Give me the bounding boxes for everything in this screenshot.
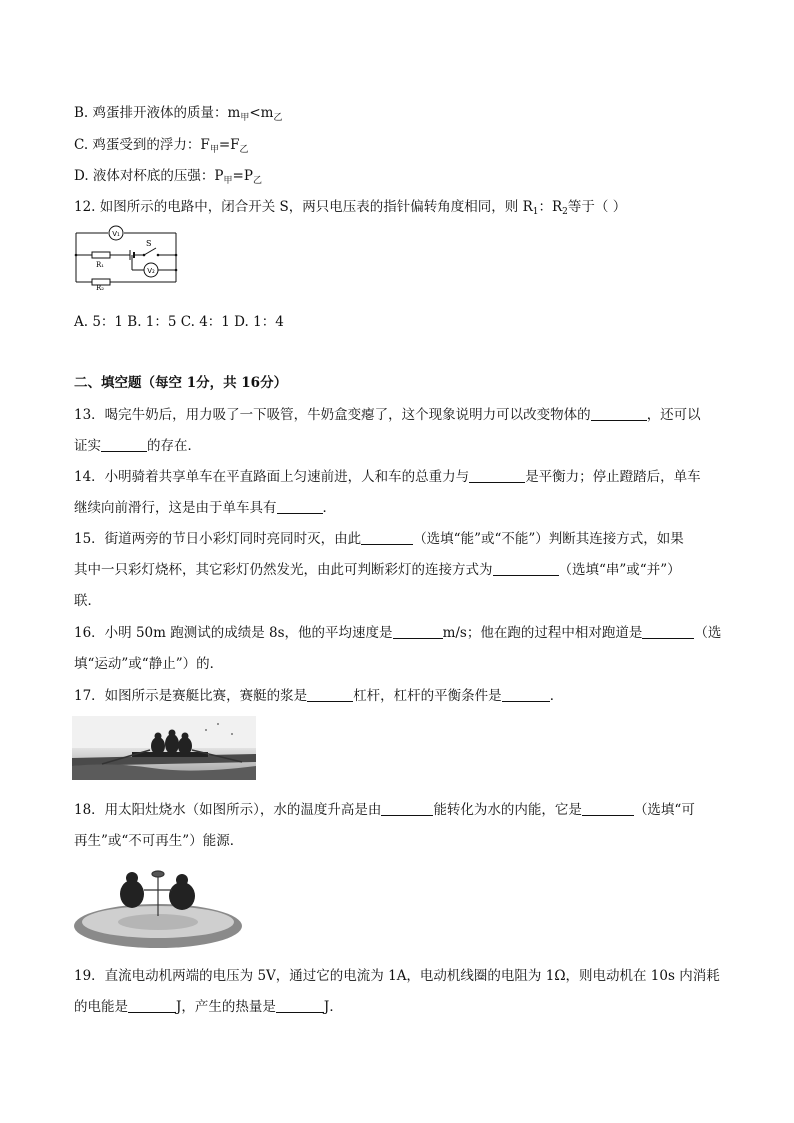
answer-blank[interactable] — [128, 1000, 176, 1013]
question-text: 证实 — [74, 438, 101, 454]
subscript: 乙 — [252, 176, 262, 186]
question-text: 18．用太阳灶烧水（如图所示），水的温度升高是由 — [74, 802, 382, 818]
question-text: 杠杆，杠杆的平衡条件是 — [353, 688, 502, 704]
answer-blank[interactable] — [381, 803, 433, 816]
rowing-boat-photo — [72, 716, 256, 780]
answer-blank[interactable] — [642, 626, 694, 639]
q14-line1 — [74, 468, 701, 486]
question-text: J，产生的热量是 — [176, 999, 276, 1015]
question-text: 的存在． — [147, 438, 201, 454]
subscript: 乙 — [273, 113, 283, 123]
question-text: 是平衡力；停止蹬踏后，单车 — [525, 469, 701, 485]
answer-blank[interactable] — [277, 501, 323, 514]
question-text: ． — [322, 500, 336, 516]
solar-cooker-photo — [74, 866, 242, 950]
question-text: J． — [323, 999, 343, 1015]
option-text: <m — [249, 105, 274, 121]
voltmeter-v2-label: V₂ — [147, 267, 155, 275]
q19-line1: 19．直流电动机两端的电压为 5V，通过它的电流为 1A，电动机线圈的电阻为 1Ω，则电动机在 10s 内消耗 — [74, 968, 720, 984]
question-text: 17．如图所示是赛艇比赛，赛艇的浆是 — [74, 688, 308, 704]
answer-blank[interactable] — [393, 626, 443, 639]
question-text: 16．小明 50m 跑测试的成绩是 8s，他的平均速度是 — [74, 625, 393, 641]
question-text: ，还可以 — [646, 407, 701, 423]
q16-line2: 填“运动”或“静止”）的． — [74, 656, 224, 672]
subscript: 甲 — [240, 113, 250, 123]
q19-line2 — [74, 998, 343, 1016]
resistor-r1-icon — [92, 252, 110, 258]
question-text: （选 — [694, 625, 722, 641]
option-text: D. 液体对杯底的压强：P — [74, 168, 224, 184]
option-text: C. 鸡蛋受到的浮力：F — [74, 137, 210, 153]
q11-option-c — [74, 136, 249, 159]
q18-line1 — [74, 801, 695, 819]
subscript: 1 — [532, 207, 539, 217]
question-text: 等于（ ） — [567, 199, 627, 215]
subscript: 乙 — [239, 145, 249, 155]
answer-blank[interactable] — [502, 689, 550, 702]
question-text: 13．喝完牛奶后，用力吸了一下吸管，牛奶盒变瘪了，这个现象说明力可以改变物体的 — [74, 407, 591, 423]
switch-label: S — [146, 239, 152, 248]
question-text: 其中一只彩灯烧杯，其它彩灯仍然发光，由此可判断彩灯的连接方式为 — [74, 562, 493, 578]
q14-line2 — [74, 499, 336, 517]
q13-line2 — [74, 437, 201, 455]
q11-option-d — [74, 167, 262, 190]
question-text: 15．街道两旁的节日小彩灯同时亮同时灭，由此 — [74, 531, 362, 547]
subscript: 2 — [562, 207, 568, 217]
question-text: ． — [549, 688, 564, 704]
question-text: （选填“可 — [633, 802, 695, 818]
answer-blank[interactable] — [493, 563, 559, 576]
answer-blank[interactable] — [469, 470, 525, 483]
q15-line2 — [74, 561, 681, 579]
question-text: 14．小明骑着共享单车在平直路面上匀速前进，人和车的总重力与 — [74, 469, 470, 485]
q12-question — [74, 198, 626, 221]
question-text: 的电能是 — [74, 999, 128, 1015]
q17-line1 — [74, 687, 563, 705]
option-text: =F — [218, 137, 240, 153]
question-text: 能转化为水的内能，它是 — [433, 802, 582, 818]
q11-option-b — [74, 104, 282, 127]
answer-blank[interactable] — [591, 408, 647, 421]
question-text: （选填“能”或“不能”）判断其连接方式，如果 — [413, 531, 684, 547]
answer-blank[interactable] — [361, 532, 413, 545]
answer-blank[interactable] — [276, 1000, 324, 1013]
question-text: 12. 如图所示的电路中，闭合开关 S，两只电压表的指针偏转角度相同，则 R — [74, 199, 533, 215]
q15-line1 — [74, 530, 684, 548]
resistor-r2-label: R₂ — [96, 284, 105, 290]
q12-options: A. 5：1 B. 1：5 C. 4：1 D. 1：4 — [74, 314, 284, 330]
resistor-r1-label: R₁ — [96, 261, 105, 269]
answer-blank[interactable] — [582, 803, 634, 816]
q15-line3: 联． — [74, 593, 101, 609]
question-text: ：R — [538, 199, 563, 215]
answer-blank[interactable] — [101, 439, 147, 452]
voltmeter-v1-label: V₁ — [112, 230, 120, 238]
q18-line2: 再生”或“不可再生”）能源． — [74, 833, 244, 849]
option-text: B. 鸡蛋排开液体的质量：m — [74, 105, 241, 121]
question-text: m/s；他在跑的过程中相对跑道是 — [442, 625, 643, 641]
question-text: 继续向前滑行，这是由于单车具有 — [74, 500, 277, 516]
question-text: （选填“串”或“并”） — [558, 562, 681, 578]
subscript: 甲 — [223, 176, 233, 186]
q13-line1 — [74, 406, 701, 424]
section-heading: 二、填空题（每空 1分，共 16分） — [74, 375, 288, 391]
subscript: 甲 — [209, 145, 219, 155]
option-text: =P — [232, 168, 253, 184]
q16-line1 — [74, 624, 721, 642]
circuit-diagram — [72, 224, 184, 290]
answer-blank[interactable] — [307, 689, 353, 702]
